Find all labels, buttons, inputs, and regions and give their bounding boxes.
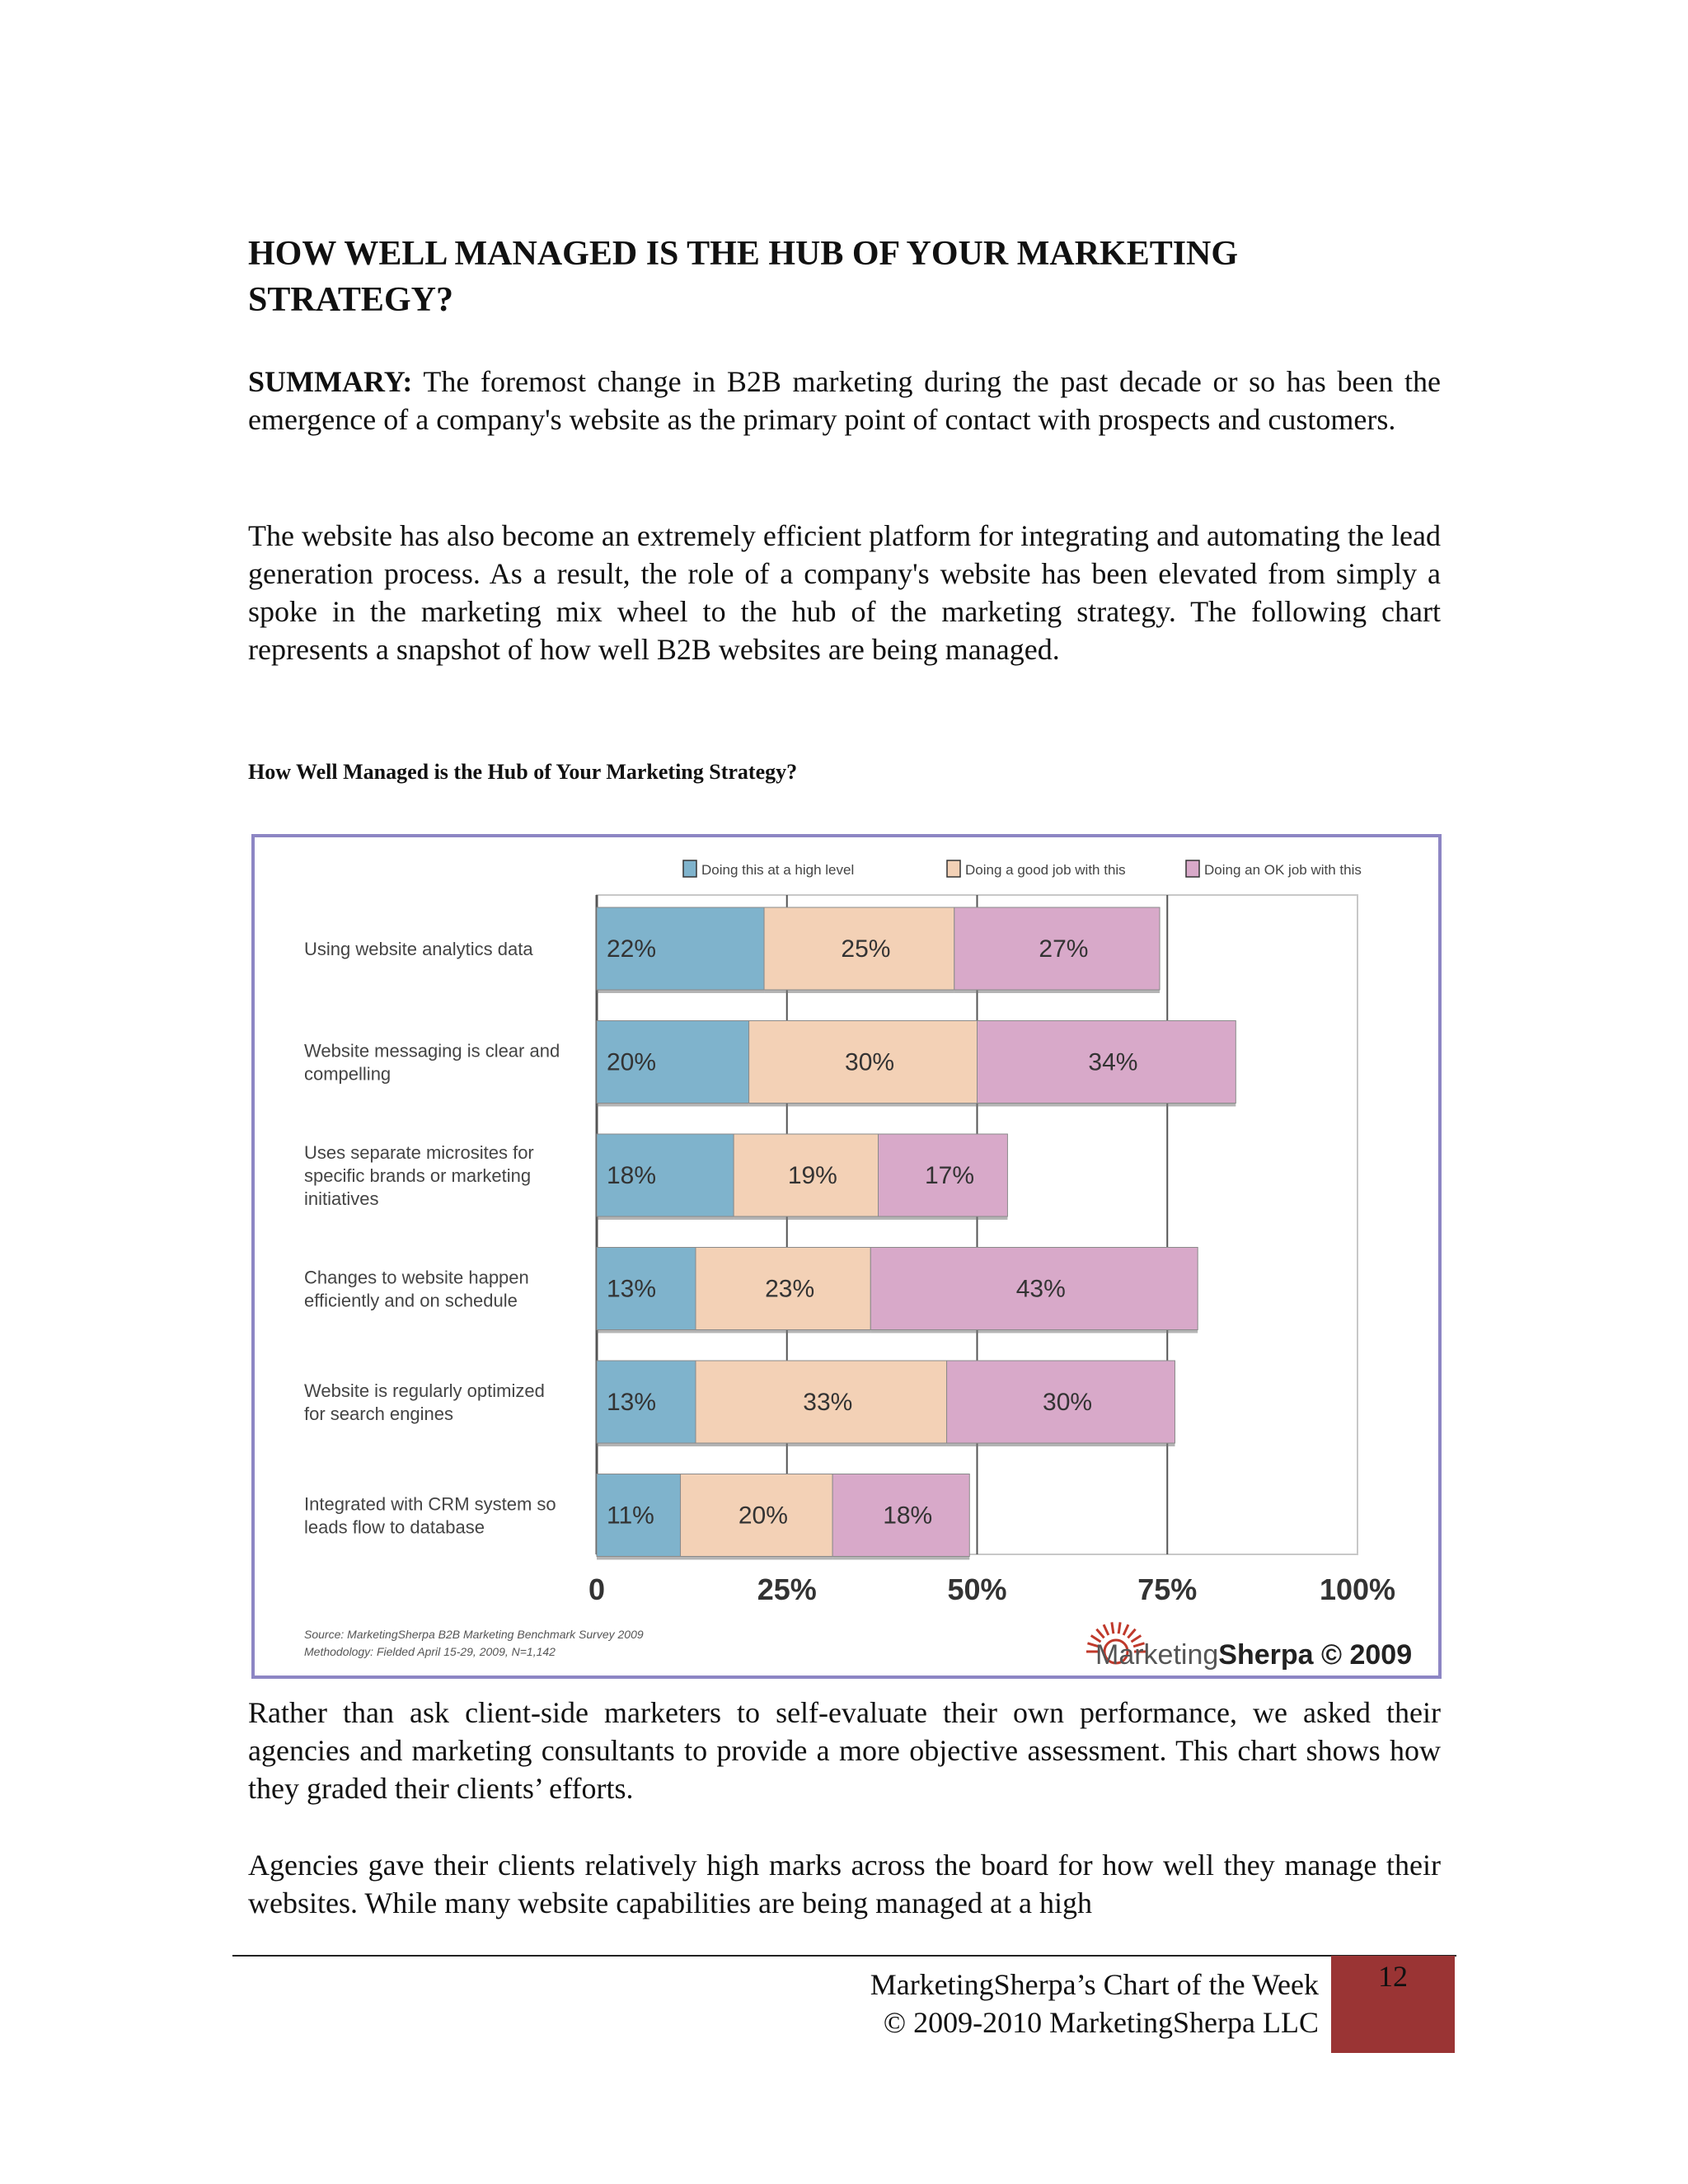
summary-paragraph (248, 363, 1441, 438)
category-label: initiatives (304, 1188, 379, 1209)
page-number: 12 (1378, 1960, 1408, 1993)
heading-line-1: HOW WELL MANAGED IS THE HUB OF YOUR MARKETING (248, 235, 1239, 273)
data-label: 34% (1088, 1048, 1138, 1076)
chart-source: Source: MarketingSherpa B2B Marketing Benchmark Survey 2009 (304, 1628, 644, 1641)
page-heading (248, 231, 1443, 323)
data-label: 19% (787, 1162, 837, 1189)
data-label: 33% (803, 1389, 853, 1416)
paragraph-2: The website has also become an extremely efficient platform for integrating and automating the lead generation process. As a result, the role of a company's website has been elevated from simply a spoke in the marketing mix wheel to the hub of the marketing strategy. The following chart represents a snapshot of how well B2B websites are being managed. (248, 519, 1441, 666)
footer-line-2: © 2009-2010 MarketingSherpa LLC (883, 2006, 1319, 2039)
category-label: Website is regularly optimized (304, 1380, 545, 1401)
paragraph-4: Agencies gave their clients relatively high marks across the board for how well they manage their websites. While many website capabilities are being managed at a high (248, 1849, 1441, 1919)
sunburst-icon-ray (1118, 1622, 1120, 1633)
data-label: 22% (607, 935, 657, 963)
category-label: Integrated with CRM system so (304, 1493, 556, 1515)
data-label: 30% (1043, 1389, 1093, 1416)
brand-bold: Sherpa © 2009 (1218, 1639, 1413, 1671)
chart-methodology: Methodology: Fielded April 15-29, 2009, N=1,142 (304, 1645, 556, 1658)
category-label: specific brands or marketing (304, 1165, 532, 1186)
x-tick-label: 25% (757, 1572, 817, 1606)
category-label: Uses separate microsites for (304, 1142, 534, 1163)
brand-light: Marketing (1095, 1639, 1219, 1671)
data-label: 11% (607, 1502, 654, 1530)
x-tick-label: 75% (1137, 1572, 1198, 1606)
category-label: Using website analytics data (304, 939, 533, 959)
data-label: 13% (607, 1389, 657, 1416)
heading-line-2: STRATEGY? (248, 281, 453, 319)
legend-swatch (683, 860, 696, 877)
legend-label: Doing an OK job with this (1204, 862, 1362, 878)
data-label: 25% (841, 935, 891, 963)
legend-swatch (947, 860, 960, 877)
x-tick-label: 50% (947, 1572, 1007, 1606)
stacked-bar-chart (255, 837, 1438, 1675)
category-label: Changes to website happen (304, 1267, 529, 1288)
data-label: 20% (607, 1048, 657, 1076)
data-label: 13% (607, 1275, 657, 1303)
data-label: 17% (924, 1162, 975, 1189)
sunburst-icon-ray (1128, 1629, 1135, 1638)
paragraph-3: Rather than ask client-side marketers to self-evaluate their own performance, we asked their agencies and marketing consultants to provide a more objective assessment. This chart shows how they graded their clients’ efforts. (248, 1696, 1441, 1805)
chart-figure (251, 834, 1442, 1679)
chart-caption: How Well Managed is the Hub of Your Marketing Strategy? (248, 760, 798, 784)
data-label: 23% (765, 1275, 815, 1303)
footer (870, 1966, 1319, 2041)
sunburst-icon-ray (1096, 1629, 1104, 1638)
data-label: 43% (1015, 1275, 1066, 1303)
brand-logo (1095, 1639, 1412, 1671)
legend-label: Doing a good job with this (965, 862, 1126, 878)
legend-label: Doing this at a high level (701, 862, 855, 878)
sunburst-icon-ray (1112, 1622, 1114, 1633)
page-number-box (1331, 1956, 1455, 2053)
footer-rule (232, 1955, 1456, 1957)
summary-label: SUMMARY: (248, 365, 413, 398)
data-label: 30% (845, 1048, 895, 1076)
sunburst-icon-ray (1104, 1624, 1109, 1635)
summary-text: The foremost change in B2B marketing during the past decade or so has been the emergence of a company's website as the primary point of contact with prospects and customers. (248, 365, 1441, 436)
category-label: Website messaging is clear and (304, 1040, 560, 1062)
sunburst-icon-ray (1123, 1624, 1128, 1635)
category-label: leads flow to database (304, 1516, 485, 1538)
category-label: compelling (304, 1063, 392, 1085)
category-label: efficiently and on schedule (304, 1290, 518, 1311)
x-tick-label: 100% (1319, 1572, 1396, 1606)
category-label: for search engines (304, 1404, 453, 1424)
x-tick-label: 0 (588, 1572, 606, 1606)
legend-swatch (1186, 860, 1199, 877)
footer-line-1: MarketingSherpa’s Chart of the Week (870, 1968, 1319, 2001)
data-label: 18% (607, 1162, 657, 1189)
data-label: 27% (1039, 935, 1089, 963)
data-label: 18% (883, 1502, 933, 1530)
data-label: 20% (738, 1502, 788, 1530)
